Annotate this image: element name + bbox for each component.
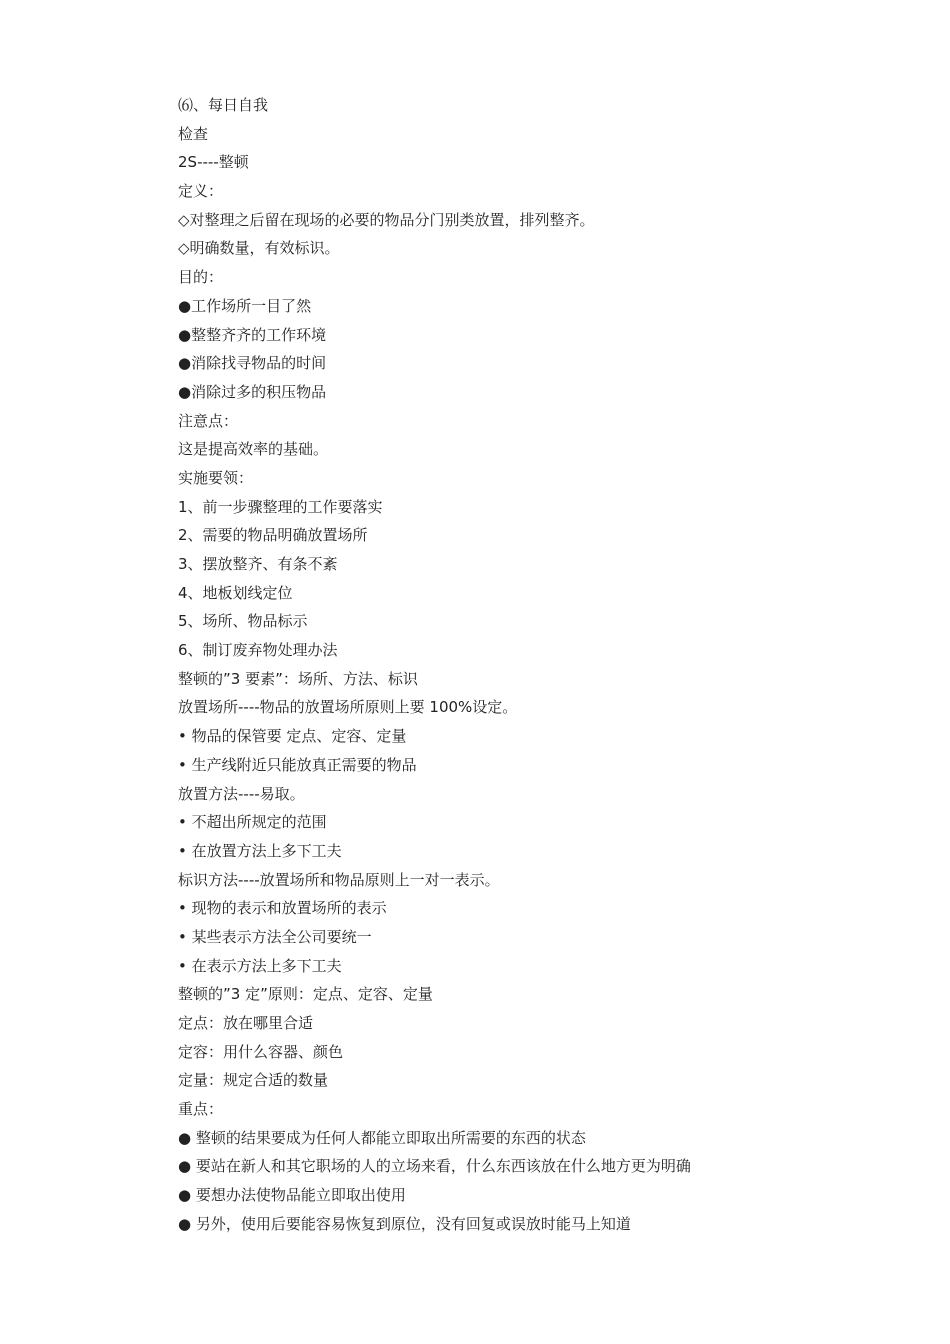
principle-item: 定量：规定合适的数量 <box>178 1071 329 1090</box>
bullet-item: • 在放置方法上多下工夫 <box>178 841 342 860</box>
placement-location-heading: 放置场所----物品的放置场所原则上要 100%设定。 <box>178 698 518 717</box>
key-points-label: 重点： <box>178 1100 224 1119</box>
purpose-item: ●消除找寻物品的时间 <box>178 354 327 373</box>
bullet-item: • 物品的保管要 定点、定容、定量 <box>178 727 407 746</box>
key-point-item: ● 要想办法使物品能立即取出使用 <box>178 1186 406 1205</box>
implementation-step: 1、前一步骤整理的工作要落实 <box>178 497 383 516</box>
principle-item: 定点：放在哪里合适 <box>178 1014 314 1032</box>
bullet-item: • 在表示方法上多下工夫 <box>178 956 342 975</box>
key-point-item: ● 整顿的结果要成为任何人都能立即取出所需要的东西的状态 <box>178 1128 586 1147</box>
implementation-step: 6、制订废弃物处理办法 <box>178 641 338 660</box>
purpose-item: ●整整齐齐的工作环境 <box>178 325 327 344</box>
placement-method-heading: 放置方法----易取。 <box>178 784 305 803</box>
bullet-item: • 生产线附近只能放真正需要的物品 <box>178 755 417 774</box>
key-point-item: ● 另外，使用后要能容易恢复到原位，没有回复或误放时能马上知道 <box>178 1214 631 1233</box>
bullet-item: • 不超出所规定的范围 <box>178 813 327 832</box>
three-elements-heading: 整顿的”3 要素”：场所、方法、标识 <box>178 669 418 688</box>
purpose-label: 目的： <box>178 268 224 287</box>
principle-item: 定容：用什么容器、颜色 <box>178 1042 344 1061</box>
definition-item: ◇明确数量，有效标识。 <box>178 239 340 258</box>
bullet-item: • 某些表示方法全公司要统一 <box>178 927 372 946</box>
three-fixed-principle-heading: 整顿的”3 定”原则：定点、定容、定量 <box>178 985 433 1004</box>
definition-item: ◇对整理之后留在现场的必要的物品分门别类放置，排列整齐。 <box>178 210 595 229</box>
notes-text: 这是提高效率的基础。 <box>178 440 329 459</box>
section-title-2s: 2S----整顿 <box>178 153 249 172</box>
section-heading-daily-self-check: ⑹、每日自我 <box>178 96 269 114</box>
document-body <box>178 91 878 1239</box>
labeling-method-heading: 标识方法----放置场所和物品原则上一对一表示。 <box>178 870 500 889</box>
implementation-step: 4、地板划线定位 <box>178 583 293 602</box>
implementation-step: 5、场所、物品标示 <box>178 612 308 631</box>
purpose-item: ●工作场所一目了然 <box>178 296 312 315</box>
notes-label: 注意点： <box>178 411 239 430</box>
implementation-step: 2、需要的物品明确放置场所 <box>178 526 368 545</box>
section-heading-check: 检查 <box>178 124 209 143</box>
bullet-item: • 现物的表示和放置场所的表示 <box>178 899 387 918</box>
implementation-step: 3、摆放整齐、有条不紊 <box>178 555 338 573</box>
purpose-item: ●消除过多的积压物品 <box>178 382 327 401</box>
key-point-item: ● 要站在新人和其它职场的人的立场来看，什么东西该放在什么地方更为明确 <box>178 1157 691 1176</box>
implementation-label: 实施要领： <box>178 468 254 487</box>
definition-label: 定义： <box>178 182 224 201</box>
